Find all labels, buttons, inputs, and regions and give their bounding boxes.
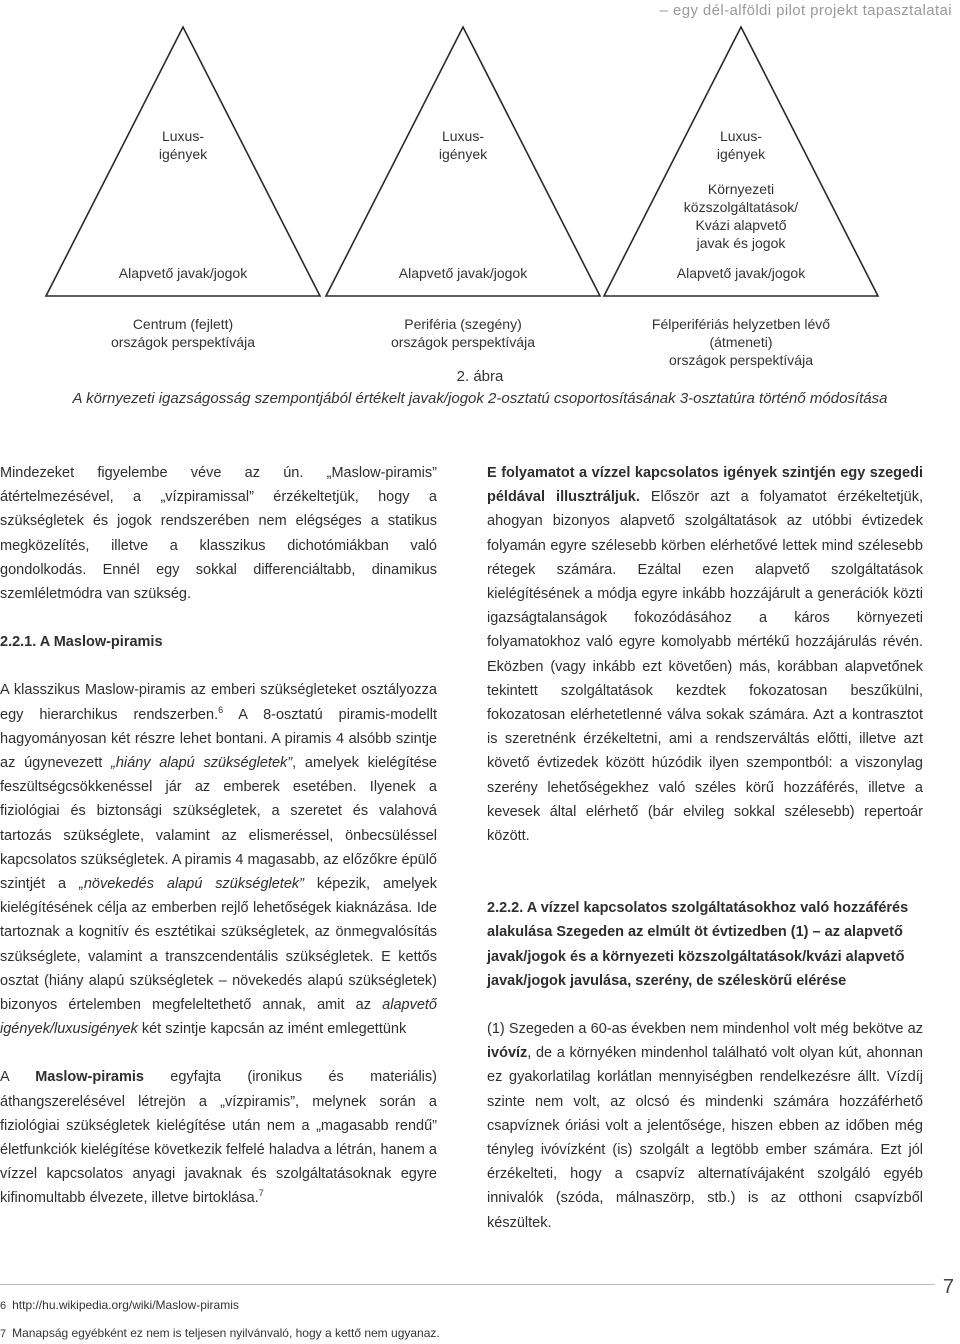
footnote-6-number: 6 [0,1300,7,1312]
right-p2-text-b: , de a környéken mindenhol található volt olyan kút, ahonnan ez gyakorlatilag korlátlan mennyiségben rendelkezésre állt. Vízdíj szinte nem volt, az olcsó és mindenki számára hozzáférhető csapvíznek óriási volt a jelentősége, hiszen ebben az időben még tényleg ivóvízként (is) szolgált a legtöbb ember számára. Ezt jól érzékelteti, hogy a csapvíz alternatívájaként szolgáló egyéb innivalók (szóda, málnaszörp, stb.) is az otthoni csapvízből készültek. [487,1045,923,1231]
pyramid-3-perspective-line2: (átmeneti) [709,334,773,350]
page-number: 7 [942,1276,954,1298]
footnote-7-text: Manapság egyébként ez nem is teljesen nyilvánvaló, hogy a kettő nem ugyanaz. [12,1326,440,1340]
right-p2-text-a: (1) Szegeden a 60-as években nem mindenhol volt még bekötve az [487,1021,923,1038]
footnote-7-number: 7 [0,1328,7,1340]
right-paragraph-1 [487,461,923,848]
pyramid-1-base-label: Alapvető javak/jogok [118,265,248,281]
right-p2-bold-ivoviz: ivóvíz [487,1045,528,1062]
footnote-ref-6: 6 [218,704,224,715]
section-heading-2-2-2: 2.2.2. A vízzel kapcsolatos szolgáltatásokhoz való hozzáférés alakulása Szegeden az elmúlt öt évtizedben (1) – az alapvető javak/jogok és a környezeti közszolgáltatások/kvázi alapvető javak/jogok javulása, szerény, de széleskörű elérése [487,900,909,989]
p3-text-b: egyfajta (ironikus és materiális) áthangszerelésével létrejön a „vízpiramis”, melynek során a fiziológiai szükségletek kielégítése után nem a „magasabb rendű” életfunkciók kielégítése következik felfelé haladva a létrán, hanem a vízzel kapcsolatos anyagi javaknak és szolgáltatásoknak egyre kifinomultabb élvezete, illetve birtoklása. [0,1069,437,1207]
p3-text-a: A [0,1069,36,1086]
footnote-6 [0,1298,239,1312]
pyramid-3-perspective [631,315,851,369]
pyramid-3-middle-line3: Kvázi alapvető [695,217,787,233]
pyramid-2-perspective-line1: Periféria (szegény) [404,316,522,332]
pyramid-3-perspective-line3: országok perspektívája [669,352,813,368]
left-paragraph-2 [0,678,437,1041]
right-p1-bold: E folyamatot a vízzel kapcsolatos igények szintjén egy szegedi példával illusztráljuk. [487,465,923,506]
pyramid-2-base-label: Alapvető javak/jogok [398,265,528,281]
footnote-7 [0,1326,440,1340]
pyramid-2-top-line2: igények [438,146,488,162]
pyramid-2-top-label [403,127,523,163]
p2-emphasis-novekedes: „növekedés alapú szükségletek” [79,876,304,893]
right-paragraph-2 [487,1017,923,1235]
figure-caption-number: 2. ábra [456,368,504,385]
left-paragraph-1: Mindezeket figyelembe véve az ún. „Maslow-piramis” átértelmezésével, a „vízpiramissal” érzékeltetjük, hogy a szükségletek és jogok rendszerében nem elégséges a statikus megközelítés, illetve a klasszikus dichotómiákban való gondolkodás. Ennél egy sokkal differenciáltabb, dinamikus szemléletmódra van szükség. [0,465,437,603]
pyramid-2-top-line1: Luxus- [441,128,485,144]
section-heading-2-2-1: 2.2.1. A Maslow-piramis [0,634,163,651]
pyramid-3-top-line2: igények [716,146,766,162]
footnote-ref-7: 7 [258,1188,264,1199]
p2-text-a: A klasszikus Maslow-piramis az emberi szükségleteket osztályozza egy hierarchikus rendszerben. [0,682,437,723]
right-p1-text: Először azt a folyamatot érzékeltetjük, ahogyan bizonyos alapvető szolgáltatások az utóbbi évtizedek folyamán egyre szélesebb körben elérhetővé lettek mind szélesebb rétegek számára. Ezáltal ezen alapvető szolgáltatások kielégítésének a módja egyre inkább hozzájárult a generációk közti igazságtalanságok fokozódásához a káros környezeti folyamatokhoz való egyre komolyabb mértékű hozzájárulás révén. Eközben (vagy inkább ezt követően) más, korábban alapvetőnek tekintett szolgáltatások kezdtek fokozatosan beszűkülni, fokozatosan elérhetetlenné válva sokak számára. Azt a kontrasztot is szeretnénk érzékeltetni, ami a rendszerváltás előtti, illetve azt követő évtizedek között húzódik ilyen szempontból: a viszonylag szerény lehetőségekhez való széles körű hozzáférés, illetve a kevesek által elérhető (bár elvileg sokkal szélesebb) repertoár között. [487,489,923,845]
left-column [0,461,437,1211]
pyramid-3-perspective-line1: Félperifériás helyzetben lévő [651,316,831,332]
p2-emphasis-luxus: alapvető igények/luxusigények [0,997,437,1038]
pyramid-1-top-label [123,127,243,163]
pyramid-1-perspective-line1: Centrum (fejlett) [132,316,234,332]
pyramid-3-middle-line4: javak és jogok [696,235,786,251]
footnote-divider [0,1284,935,1285]
pyramid-3-middle-line1: Környezeti [707,181,775,197]
pyramid-1-perspective-line2: országok perspektívája [111,334,255,350]
p2-text-b: A 8-osztatú piramis-modellt hagyományosan két részre lehet bontani. A piramis 4 alsóbb szintje az úgynevezett [0,706,437,772]
pyramid-1-top-line1: Luxus- [161,128,205,144]
running-header: – egy dél-alföldi pilot projekt tapasztalatai [659,2,952,19]
pyramid-1-top-line2: igények [158,146,208,162]
p2-emphasis-hiany: „hiány alapú szükségletek” [111,755,293,772]
p2-text-d: képezik, amelyek kielégítésének célja az emberben rejlő lehetőségek kiaknázása. Ide tartoznak a kognitív és esztétikai szükségletek, az önmegvalósítás szükséglete, valamint a transzcendentális szükségletek. E kettős osztat (hiány alapú szükségletek – növekedés alapú szükségletek) bizonyos értelemben megfeleltethető annak, amit az [0,876,437,1014]
pyramid-3-middle-line2: közszolgáltatások/ [683,199,799,215]
pyramid-2-perspective-line2: országok perspektívája [391,334,535,350]
left-paragraph-3 [0,1065,437,1210]
pyramid-1-perspective [83,315,283,351]
pyramid-3-base-label: Alapvető javak/jogok [676,265,806,281]
pyramid-3-top-line1: Luxus- [719,128,763,144]
figure-caption-text: A környezeti igazságosság szempontjából értékelt javak/jogok 2-osztatú csoportosításának 3-osztatúra történő módosítása [72,390,888,407]
p2-text-e: két szintje kapcsán az imént emlegettünk [137,1021,407,1038]
footnote-6-link[interactable]: http://hu.wikipedia.org/wiki/Maslow-piramis [12,1298,239,1312]
p2-text-c: , amelyek kielégítése feszültségcsökkenéssel jár az emberek esetében. Ilyenek a fiziológiai és biztonsági szükségletek, a szeretet és valahová tartozás szükséglete, valamint az elismeréssel, önbecsüléssel kapcsolatos szükségletek. A piramis 4 magasabb, az előzőkre épülő szintjét a [0,755,437,893]
p3-bold-maslow: Maslow-piramis [35,1069,144,1086]
pyramid-3-top-label [681,127,801,163]
pyramid-2-perspective [363,315,563,351]
right-column [487,461,923,1235]
pyramid-3-middle-label [661,180,821,252]
